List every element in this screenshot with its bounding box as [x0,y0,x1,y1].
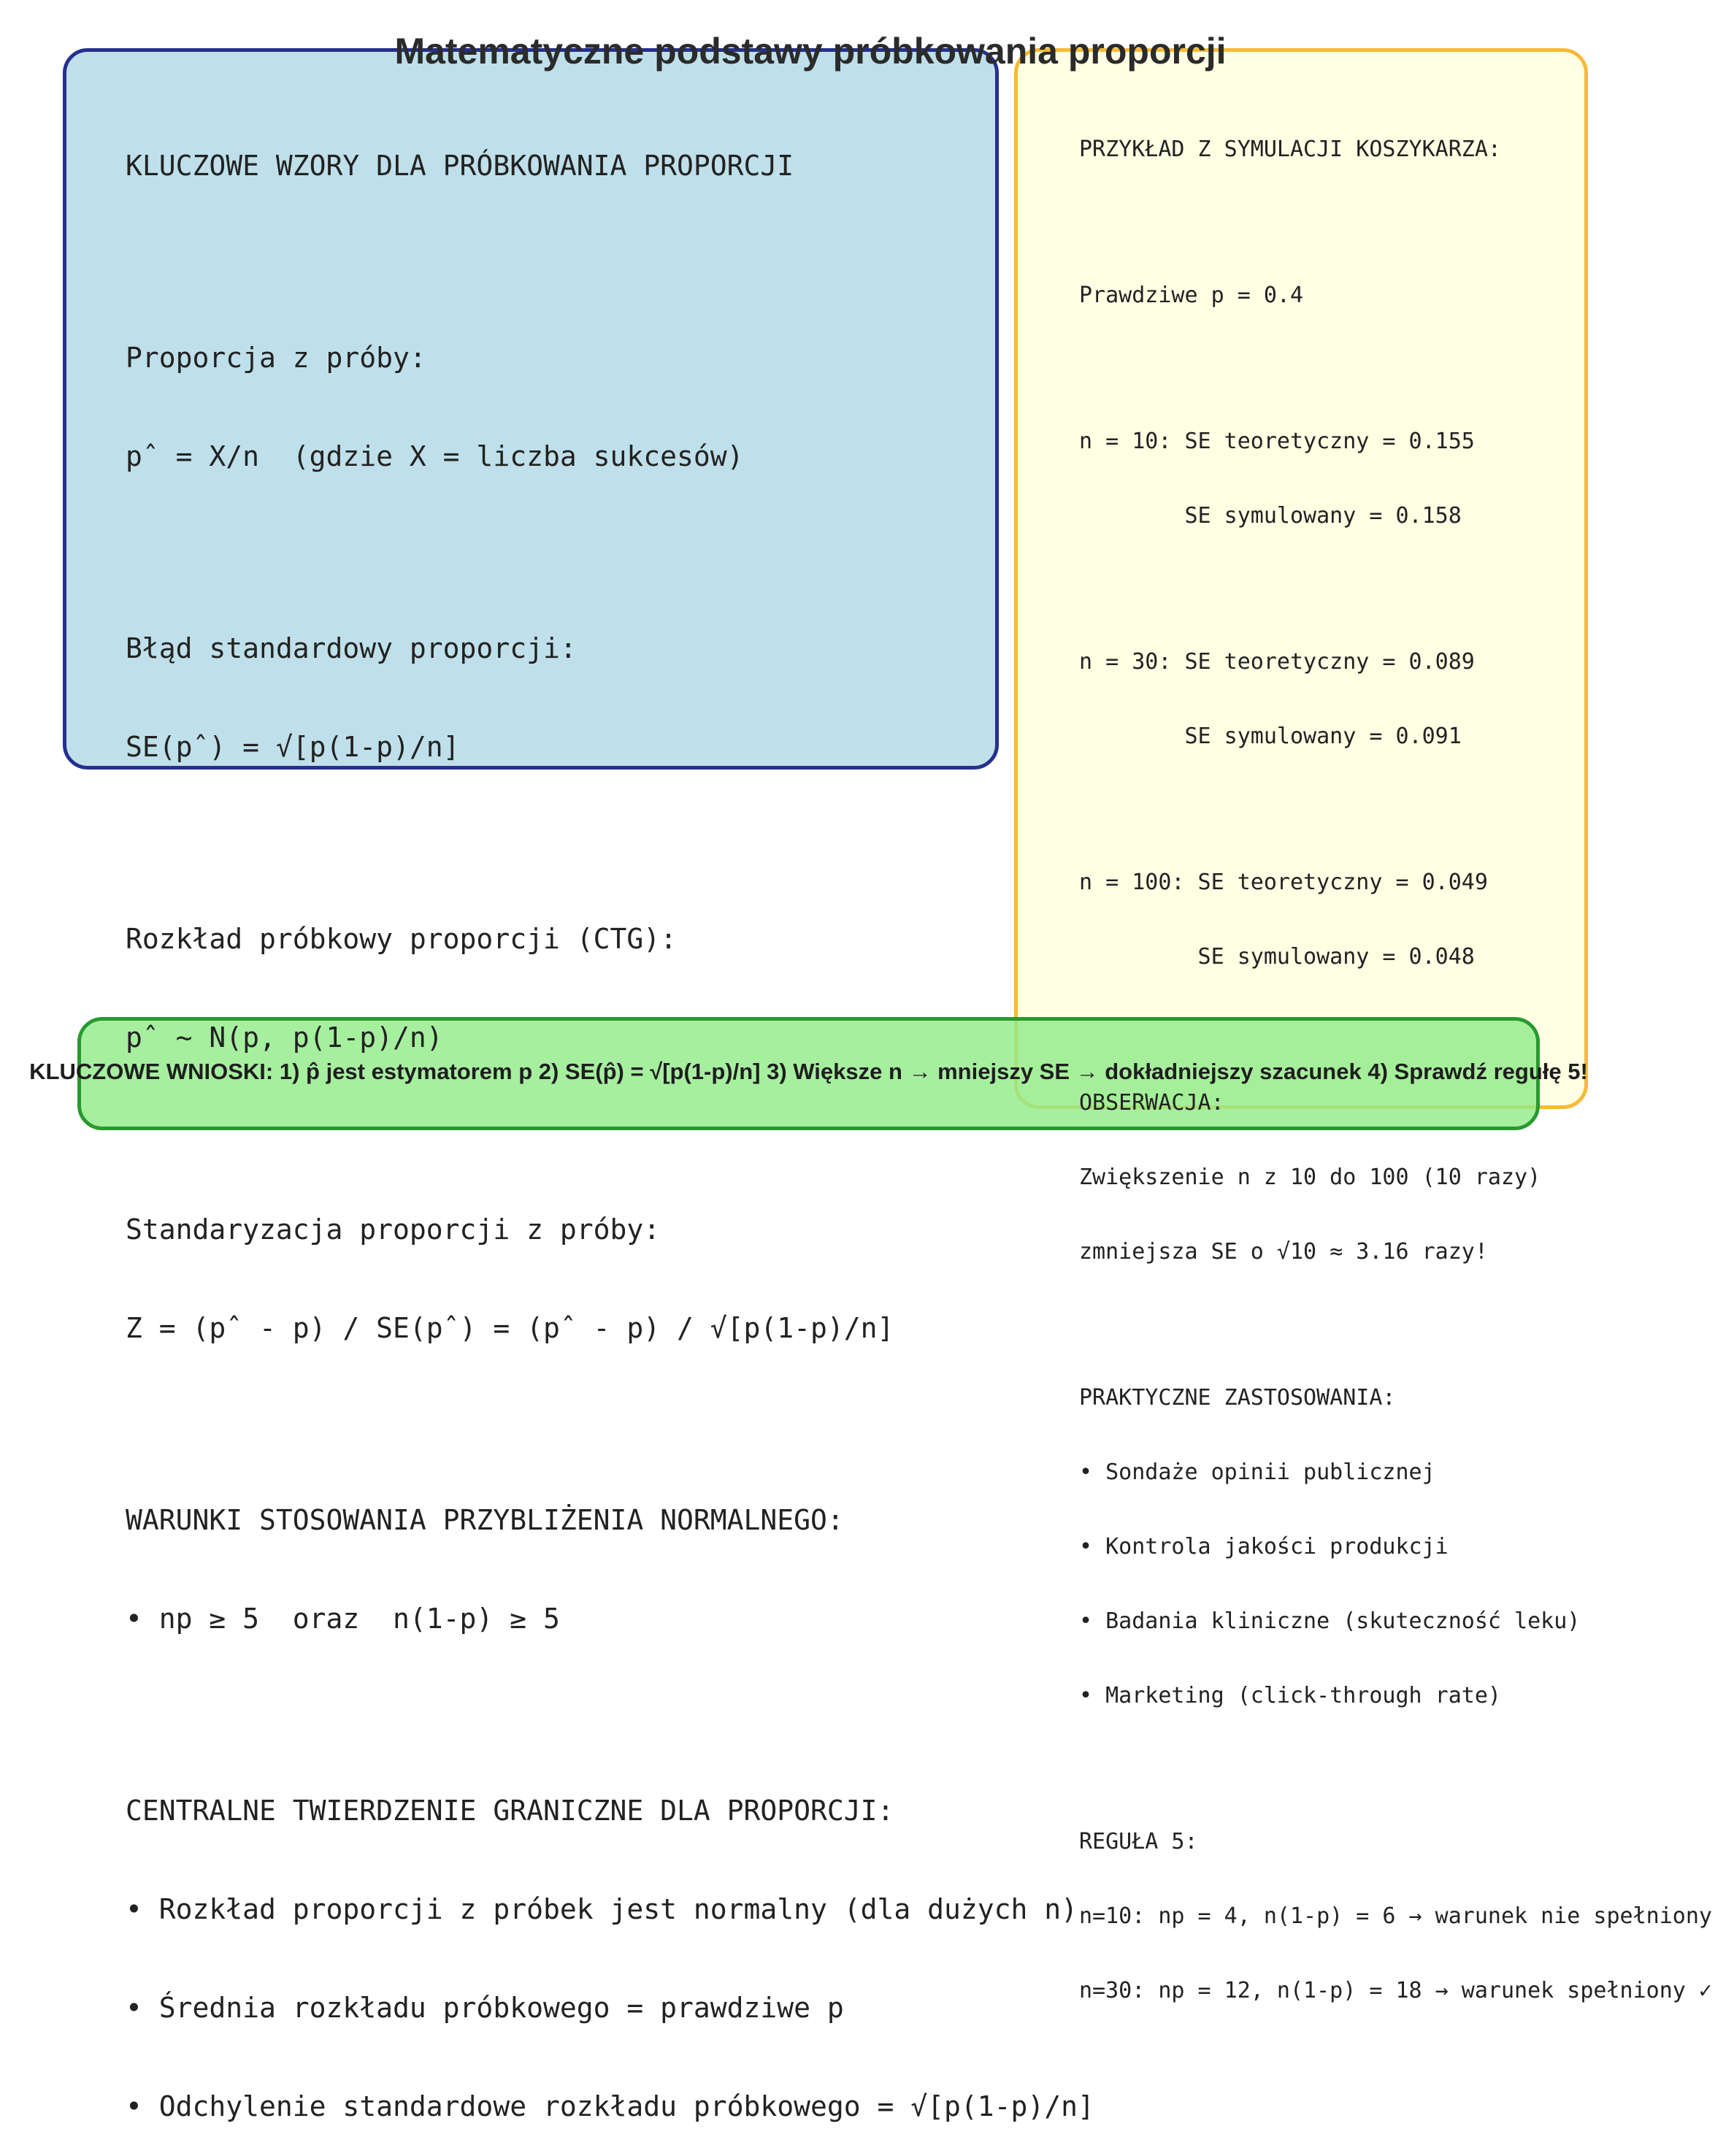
formulas-line: Standaryzacja proporcji z próby: [126,1213,661,1246]
example-line: n = 100: SE teoretyczny = 0.049 [1079,870,1488,895]
page-title: Matematyczne podstawy próbkowania proporcji [394,31,1227,72]
example-line: Prawdziwe p = 0.4 [1079,283,1304,308]
formulas-line: • Średnia rozkładu próbkowego = prawdziwe p [126,1992,844,2024]
formulas-line: • np ≥ 5 oraz n(1-p) ≥ 5 [126,1603,560,1635]
example-line: n=10: np = 4, n(1-p) = 6 → warunek nie spełniony [1079,1903,1712,1929]
example-line [1079,1019,1712,1041]
example-line: n=30: np = 12, n(1-p) = 18 → warunek spełniony ✓ [1079,1978,1712,2003]
formulas-line: CENTRALNE TWIERDZENIE GRANICZNE DLA PROPORCJI: [126,1795,894,1827]
example-line: SE symulowany = 0.048 [1079,944,1475,970]
example-line: REGUŁA 5: [1079,1829,1198,1854]
formulas-line: WARUNKI STOSOWANIA PRZYBLIŻENIA NORMALNEGO: [126,1504,844,1536]
formulas-line: pˆ ~ N(p, p(1-p)/n) [126,1021,443,1054]
example-line: n = 10: SE teoretyczny = 0.155 [1079,429,1475,454]
formulas-line [126,248,1094,276]
example-line [1079,1758,1712,1780]
example-line: PRAKTYCZNE ZASTOSOWANIA: [1079,1385,1396,1411]
example-line: SE symulowany = 0.158 [1079,503,1462,529]
formulas-line [126,1701,1094,1729]
formulas-line: • Rozkład proporcji z próbek jest normalny (dla dużych n) [126,1893,1078,1925]
formulas-line: pˆ = X/n (gdzie X = liczba sukcesów) [126,440,744,472]
example-line [1079,358,1712,380]
example-line: • Sondaże opinii publicznej [1079,1459,1435,1485]
example-line: • Badania kliniczne (skuteczność leku) [1079,1608,1581,1634]
example-line: • Kontrola jakości produkcji [1079,1534,1449,1560]
formulas-line: Błąd standardowy proporcji: [126,632,577,664]
key-conclusions-text: KLUCZOWE WNIOSKI: 1) p̂ jest estymatorem p 2) SE(p̂) = √[p(1-p)/n] 3) Większe n → mniejszy SE → dokładniejszy szacunek 4) Sprawdź regułę 5! [29,1059,1588,1084]
example-line: SE symulowany = 0.091 [1079,724,1462,749]
formulas-line [126,1120,1094,1148]
example-line [1079,799,1712,821]
example-line [1079,1314,1712,1336]
example-line: Zwiększenie n z 10 do 100 (10 razy) [1079,1165,1541,1190]
example-line [1079,578,1712,600]
formulas-line: • Odchylenie standardowe rozkładu próbkowego = √[p(1-p)/n] [126,2090,1094,2122]
example-line: OBSERWACJA: [1079,1090,1224,1116]
formulas-text [126,84,1094,2156]
example-line: zmniejsza SE o √10 ≈ 3.16 razy! [1079,1239,1488,1265]
example-line: PRZYKŁAD Z SYMULACJI KOSZYKARZA: [1079,137,1501,162]
example-line [1079,212,1712,234]
formulas-line [126,829,1094,857]
formulas-line: Proporcja z próby: [126,342,426,374]
formulas-line: Rozkład próbkowy proporcji (CTG): [126,923,677,955]
formulas-line: Z = (pˆ - p) / SE(pˆ) = (pˆ - p) / √[p(1-p)/n] [126,1312,894,1344]
formulas-line: SE(pˆ) = √[p(1-p)/n] [126,731,460,763]
formulas-line [126,1411,1094,1438]
example-line: n = 30: SE teoretyczny = 0.089 [1079,649,1475,675]
example-line: • Marketing (click-through rate) [1079,1683,1501,1708]
formulas-line: KLUCZOWE WZORY DLA PRÓBKOWANIA PROPORCJI [126,150,794,182]
formulas-line [126,539,1094,567]
